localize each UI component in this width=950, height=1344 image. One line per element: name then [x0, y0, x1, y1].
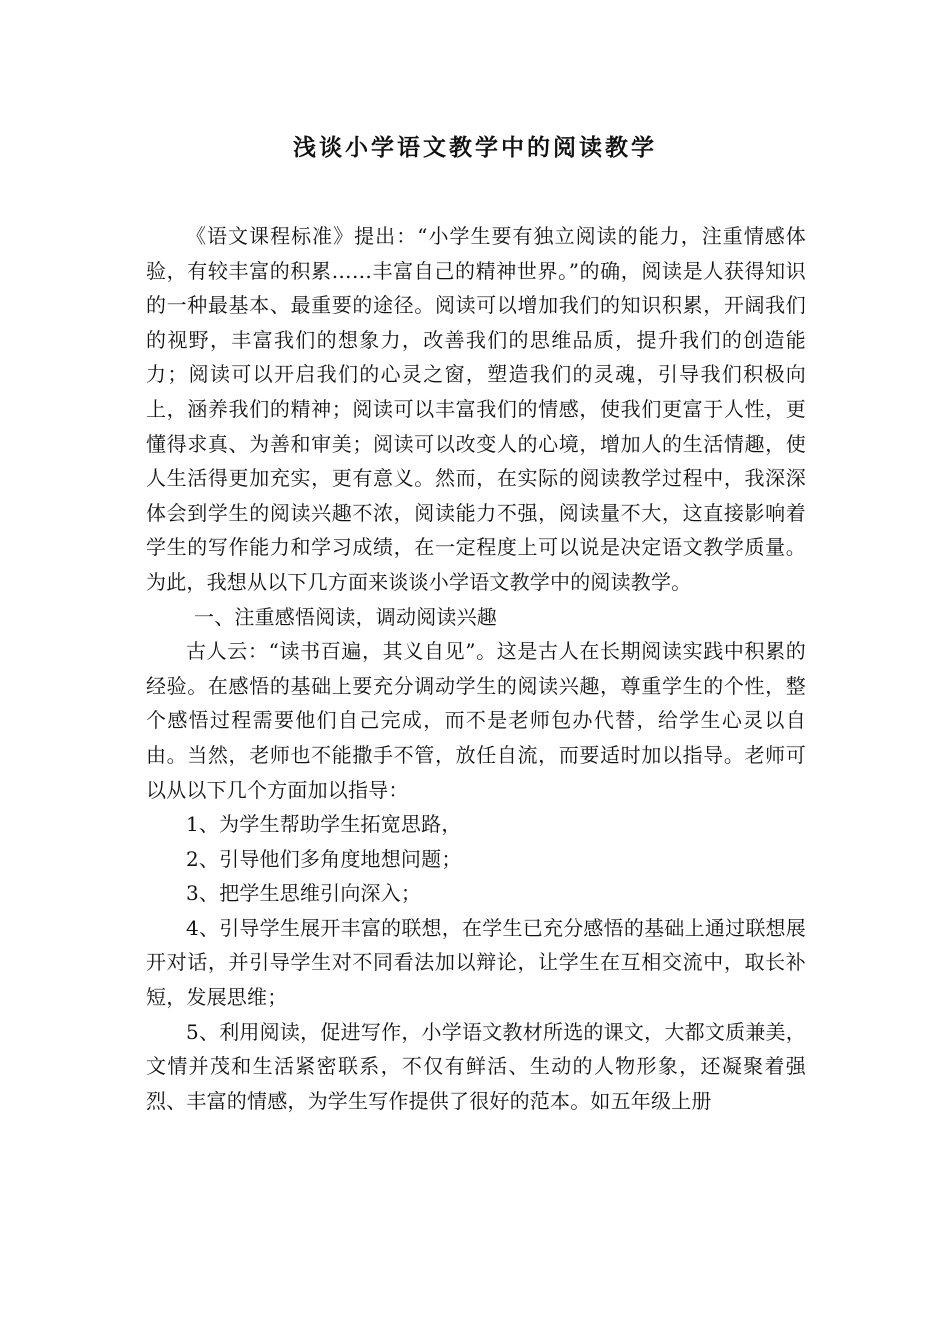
section-1-paragraph: 古人云：“读书百遍，其义自见”。这是古人在长期阅读实践中积累的经验。在感悟的基础上要充分调动学生的阅读兴趣，尊重学生的个性，整个感悟过程需要他们自己完成，而不是老师包办代替，给学生心灵以自由。当然，老师也不能撒手不管，放任自流，而要适时加以指导。老师可以从以下几个方面加以指导：	[146, 639, 806, 802]
list-item-1: 1、为学生帮助学生拓宽思路，	[186, 812, 462, 837]
list-item-4: 4、引导学生展开丰富的联想，在学生已充分感悟的基础上通过联想展开对话，并引导学生对不同看法加以辩论，让学生在互相交流中，取长补短，发展思维；	[146, 915, 806, 1010]
list-item-5: 5、利用阅读，促进写作，小学语文教材所选的课文，大都文质兼美，文情并茂和生活紧密联系，不仅有鲜活、生动的人物形象，还凝聚着强烈、丰富的情感，为学生写作提供了很好的范本。如五年级上册	[146, 1019, 806, 1113]
section-heading-1: 一、注重感悟阅读，调动阅读兴趣	[194, 604, 497, 629]
intro-paragraph: 《语文课程标准》提出：“小学生要有独立阅读的能力，注重情感体验，有较丰富的积累……丰富自己的精神世界。”的确，阅读是人获得知识的一种最基本、最重要的途径。阅读可以增加我们的知识积累，开阔我们的视野，丰富我们的想象力，改善我们的思维品质，提升我们的创造能力；阅读可以开启我们的心灵之窗，塑造我们的灵魂，引导我们积极向上，涵养我们的精神；阅读可以丰富我们的情感，使我们更富于人性，更懂得求真、为善和审美；阅读可以改变人的心境，增加人的生活情趣，使人生活得更加充实，更有意义。然而，在实际的阅读教学过程中，我深深体会到学生的阅读兴趣不浓，阅读能力不强，阅读量不大，这直接影响着学生的写作能力和学习成绩，在一定程度上可以说是决定语文教学质量。为此，我想从以下几方面来谈谈小学语文教学中的阅读教学。	[146, 224, 806, 594]
document-title: 浅谈小学语文教学中的阅读教学	[293, 134, 657, 161]
document-body	[146, 219, 806, 1118]
list-item-2: 2、引导他们多角度地想问题；	[186, 846, 462, 871]
list-item-3: 3、把学生思维引向深入；	[186, 881, 422, 906]
